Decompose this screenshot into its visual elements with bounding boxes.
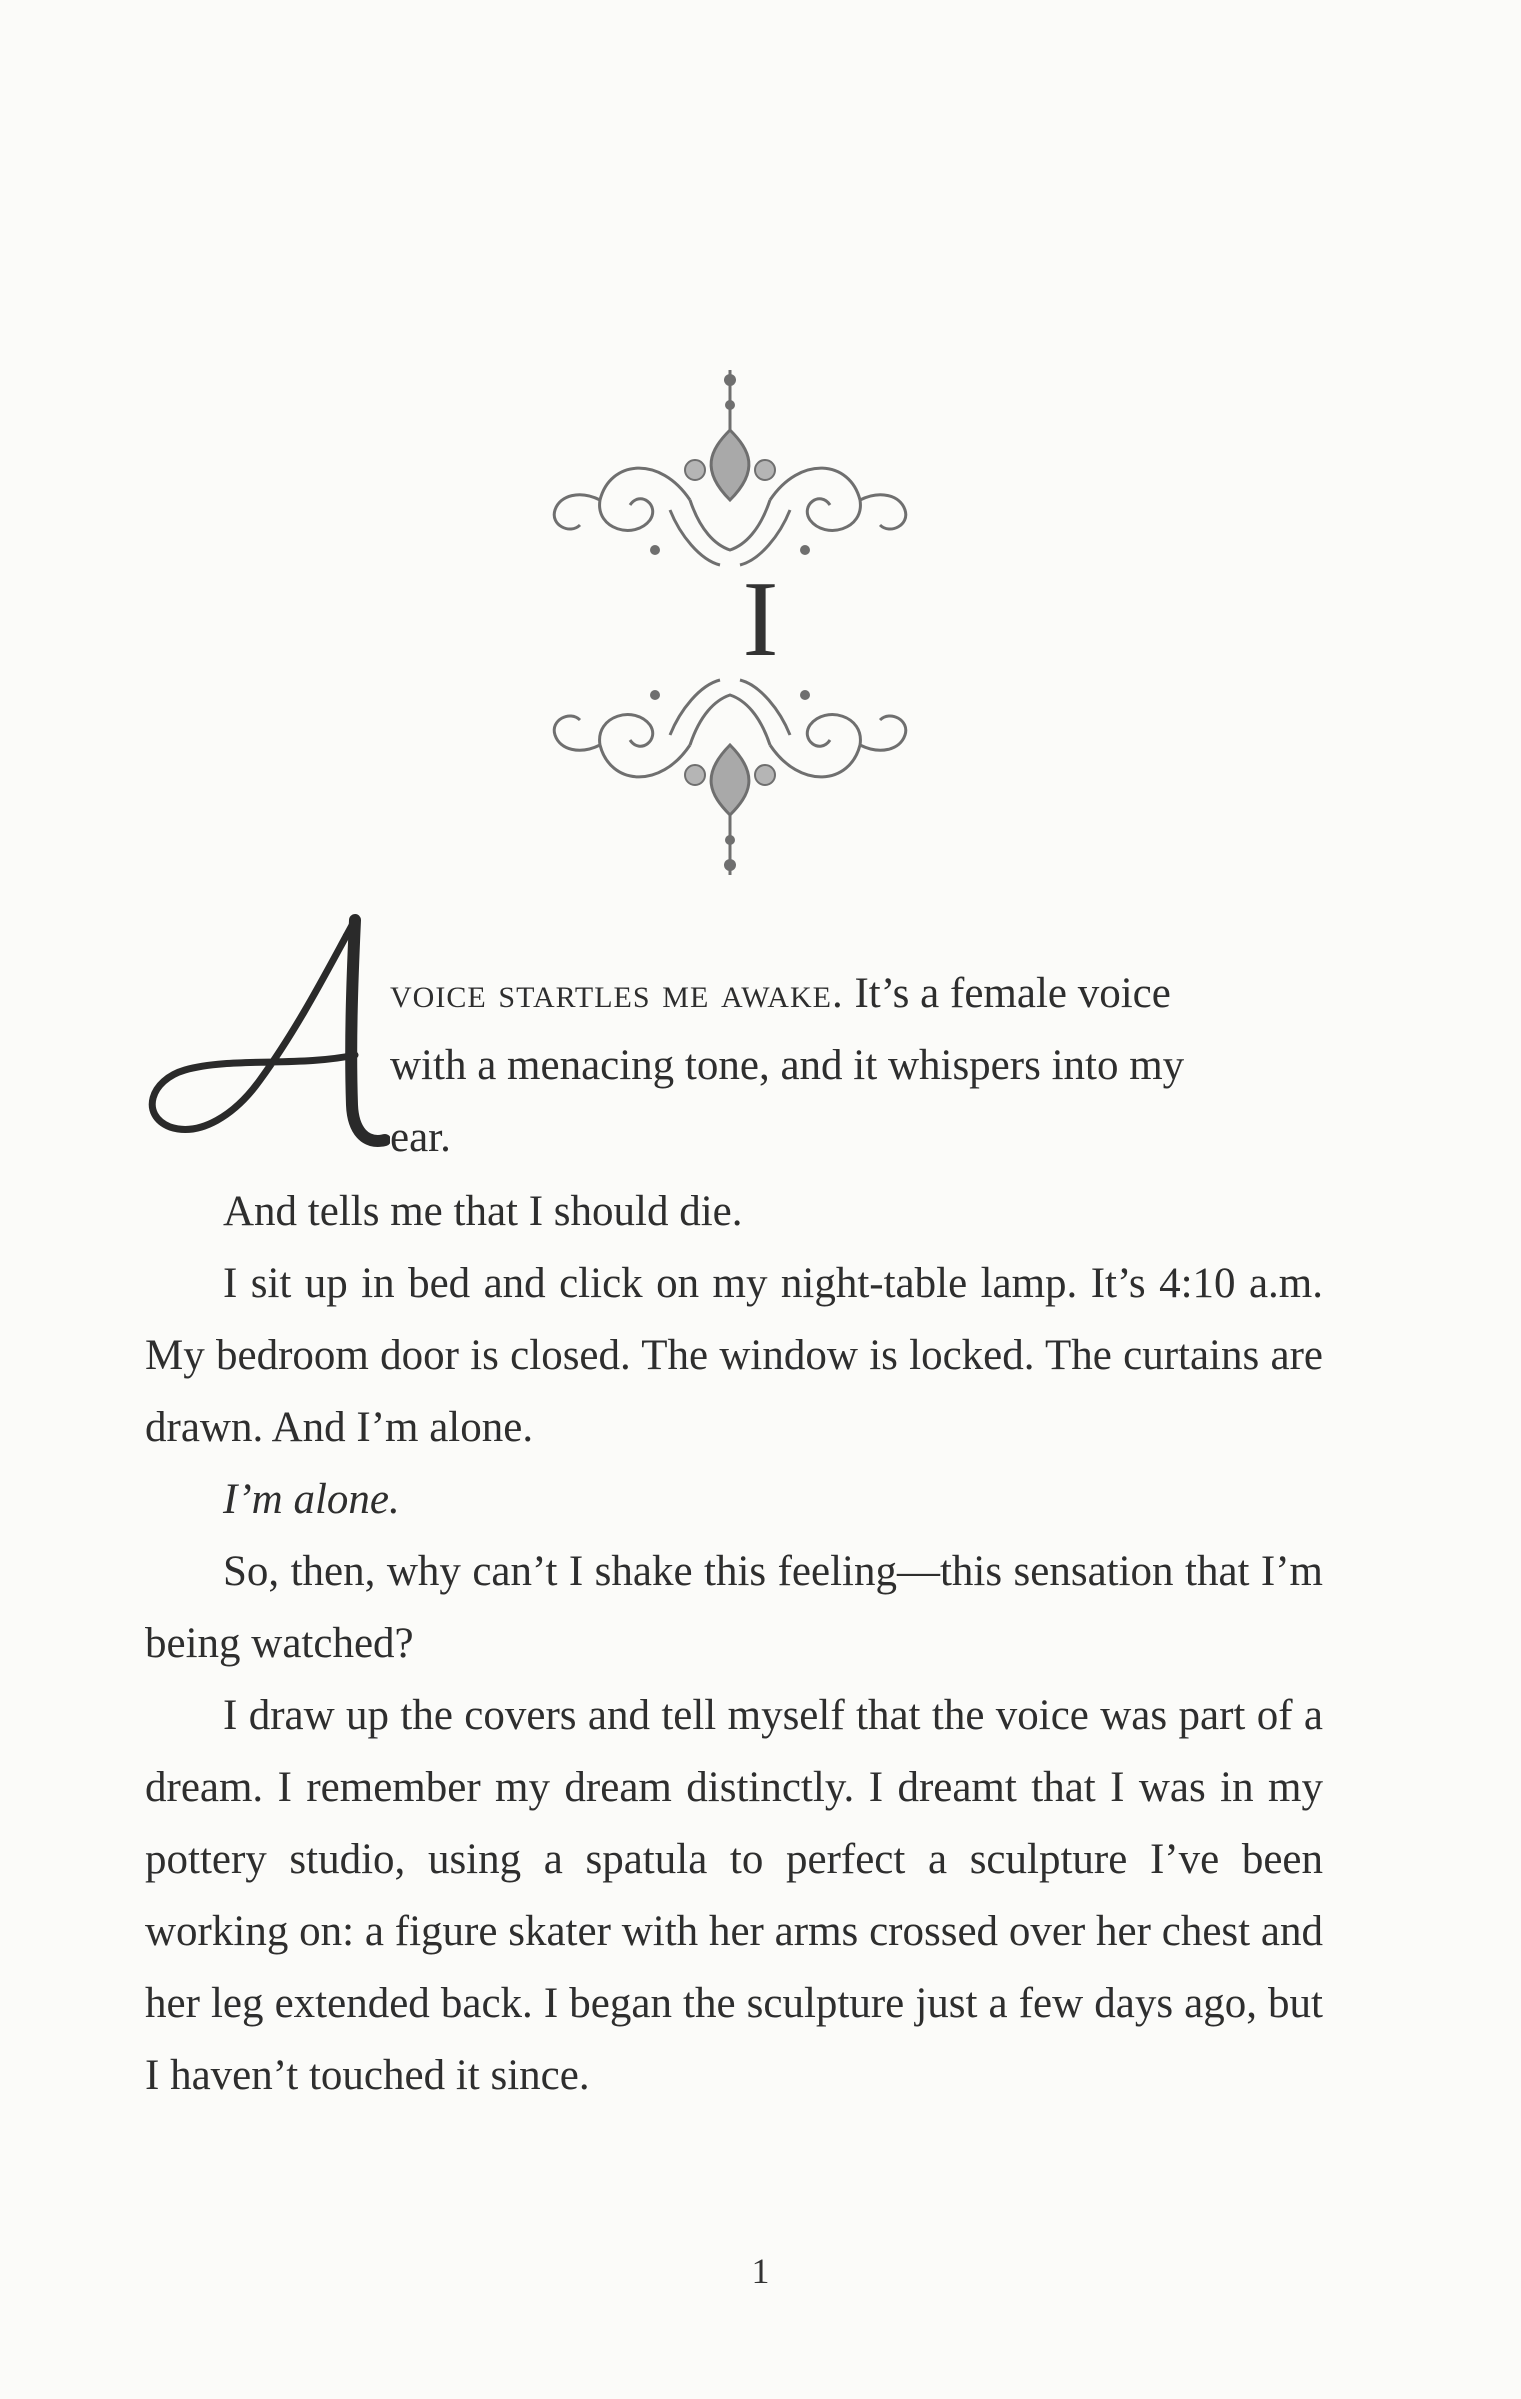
chapter-number: I xyxy=(742,560,779,679)
drop-cap-letter xyxy=(140,905,390,1165)
paragraph-italic: I’m alone. xyxy=(223,1476,400,1523)
bottom-flourish-ornament-icon xyxy=(540,660,920,885)
opening-line-1 xyxy=(390,958,1323,1030)
page-number: 1 xyxy=(751,2251,770,2291)
paragraph: I sit up in bed and click on my night-table lamp. It’s 4:10 a.m. My bedroom door is closed. The window is locked. The curtains are drawn. And I’m alone. xyxy=(145,1260,1323,1451)
opening-paragraph xyxy=(390,958,1323,1174)
paragraph: So, then, why can’t I shake this feeling—this sensation that I’m being watched? xyxy=(145,1548,1323,1667)
opening-small-caps: voice startles me awake. xyxy=(390,970,844,1017)
opening-line-1-rest: It’s a female voice xyxy=(843,970,1171,1017)
paragraph: And tells me that I should die. xyxy=(223,1188,743,1235)
top-flourish-ornament-icon xyxy=(540,360,920,585)
paragraph: I draw up the covers and tell myself that the voice was part of a dream. I remember my dream distinctly. I dreamt that I was in my pottery studio, using a spatula to perfect a sculpture I’ve been working on: a figure skater with her arms crossed over her chest and her leg extended back. I began the sculpture just a few days ago, but I haven’t touched it since. xyxy=(145,1692,1323,2099)
opening-line-3: ear. xyxy=(390,1114,451,1161)
body-text xyxy=(145,1176,1323,2112)
opening-line-2: with a menacing tone, and it whispers into my xyxy=(390,1042,1185,1089)
